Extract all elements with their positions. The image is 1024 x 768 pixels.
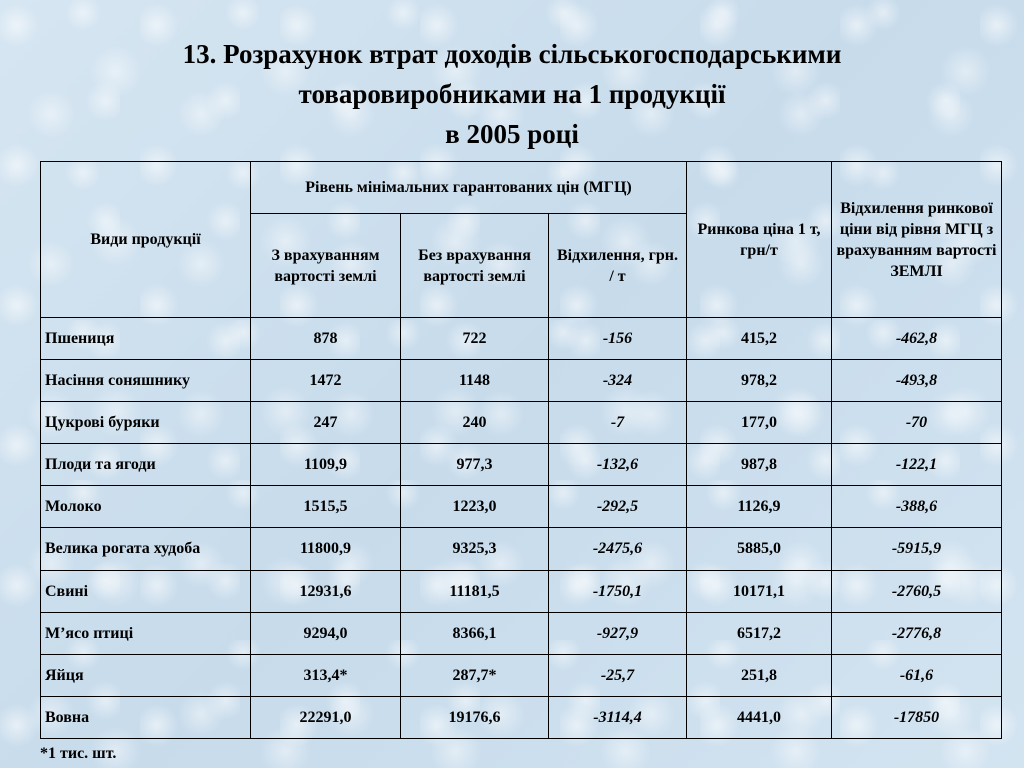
header-market-price: Ринкова ціна 1 т, грн/т: [687, 162, 832, 318]
header-without-land: Без врахування вартості землі: [401, 214, 549, 318]
cell-market-price: 1126,9: [687, 486, 832, 528]
cell-market-price: 987,8: [687, 444, 832, 486]
cell-deviation: -25,7: [549, 655, 687, 697]
table-row: [41, 613, 1002, 655]
title-line-1: 13. Розрахунок втрат доходів сільськогосподарськими: [182, 39, 842, 69]
cell-product: Велика рогата худоба: [41, 528, 251, 571]
cell-deviation: -2475,6: [549, 528, 687, 571]
cell-market-deviation: -2760,5: [832, 571, 1002, 613]
table-row: [41, 402, 1002, 444]
cell-deviation: -132,6: [549, 444, 687, 486]
cell-product: Пшениця: [41, 318, 251, 360]
header-mgc-group: Рівень мінімальних гарантованих цін (МГЦ): [251, 162, 687, 214]
table-row: [41, 571, 1002, 613]
losses-table: [40, 161, 1002, 739]
cell-market-deviation: -5915,9: [832, 528, 1002, 571]
cell-with-land: 12931,6: [251, 571, 401, 613]
header-deviation: Відхилення, грн. / т: [549, 214, 687, 318]
cell-market-deviation: -462,8: [832, 318, 1002, 360]
table-row: [41, 528, 1002, 571]
cell-market-deviation: -2776,8: [832, 613, 1002, 655]
cell-without-land: 977,3: [401, 444, 549, 486]
table-row: [41, 655, 1002, 697]
cell-market-price: 251,8: [687, 655, 832, 697]
table-row: [41, 360, 1002, 402]
cell-product: Яйця: [41, 655, 251, 697]
cell-with-land: 878: [251, 318, 401, 360]
table-row: [41, 697, 1002, 739]
cell-without-land: 9325,3: [401, 528, 549, 571]
cell-deviation: -3114,4: [549, 697, 687, 739]
cell-deviation: -156: [549, 318, 687, 360]
cell-market-deviation: -122,1: [832, 444, 1002, 486]
cell-with-land: 313,4*: [251, 655, 401, 697]
cell-market-deviation: -61,6: [832, 655, 1002, 697]
cell-without-land: 287,7*: [401, 655, 549, 697]
cell-market-price: 415,2: [687, 318, 832, 360]
cell-product: Плоди та ягоди: [41, 444, 251, 486]
cell-market-price: 177,0: [687, 402, 832, 444]
cell-deviation: -324: [549, 360, 687, 402]
cell-product: Цукрові буряки: [41, 402, 251, 444]
cell-market-deviation: -493,8: [832, 360, 1002, 402]
cell-without-land: 722: [401, 318, 549, 360]
cell-with-land: 1109,9: [251, 444, 401, 486]
header-market-deviation: Відхилення ринкової ціни від рівня МГЦ з врахуванням вартості ЗЕМЛІ: [832, 162, 1002, 318]
cell-market-price: 6517,2: [687, 613, 832, 655]
footnote: *1 тис. шт.: [40, 745, 117, 762]
cell-deviation: -927,9: [549, 613, 687, 655]
cell-product: Свині: [41, 571, 251, 613]
title-line-2: товаровиробниками на 1 продукції: [298, 79, 726, 109]
cell-product: Насіння соняшнику: [41, 360, 251, 402]
header-with-land: З врахуванням вартості землі: [251, 214, 401, 318]
cell-product: М’ясо птиці: [41, 613, 251, 655]
cell-without-land: 11181,5: [401, 571, 549, 613]
cell-with-land: 9294,0: [251, 613, 401, 655]
cell-with-land: 1515,5: [251, 486, 401, 528]
cell-deviation: -1750,1: [549, 571, 687, 613]
table-row: [41, 486, 1002, 528]
cell-without-land: 8366,1: [401, 613, 549, 655]
cell-without-land: 19176,6: [401, 697, 549, 739]
slide-title: [0, 34, 1024, 154]
cell-market-deviation: -388,6: [832, 486, 1002, 528]
cell-market-price: 10171,1: [687, 571, 832, 613]
cell-market-price: 4441,0: [687, 697, 832, 739]
cell-deviation: -292,5: [549, 486, 687, 528]
title-line-3: в 2005 році: [445, 119, 579, 149]
table-row: [41, 318, 1002, 360]
cell-product: Молоко: [41, 486, 251, 528]
cell-market-deviation: -70: [832, 402, 1002, 444]
cell-with-land: 22291,0: [251, 697, 401, 739]
cell-product: Вовна: [41, 697, 251, 739]
cell-deviation: -7: [549, 402, 687, 444]
table-row: [41, 444, 1002, 486]
cell-without-land: 240: [401, 402, 549, 444]
cell-without-land: 1148: [401, 360, 549, 402]
cell-with-land: 11800,9: [251, 528, 401, 571]
cell-with-land: 1472: [251, 360, 401, 402]
cell-without-land: 1223,0: [401, 486, 549, 528]
cell-market-deviation: -17850: [832, 697, 1002, 739]
cell-market-price: 978,2: [687, 360, 832, 402]
cell-with-land: 247: [251, 402, 401, 444]
header-product: Види продукції: [41, 162, 251, 318]
cell-market-price: 5885,0: [687, 528, 832, 571]
